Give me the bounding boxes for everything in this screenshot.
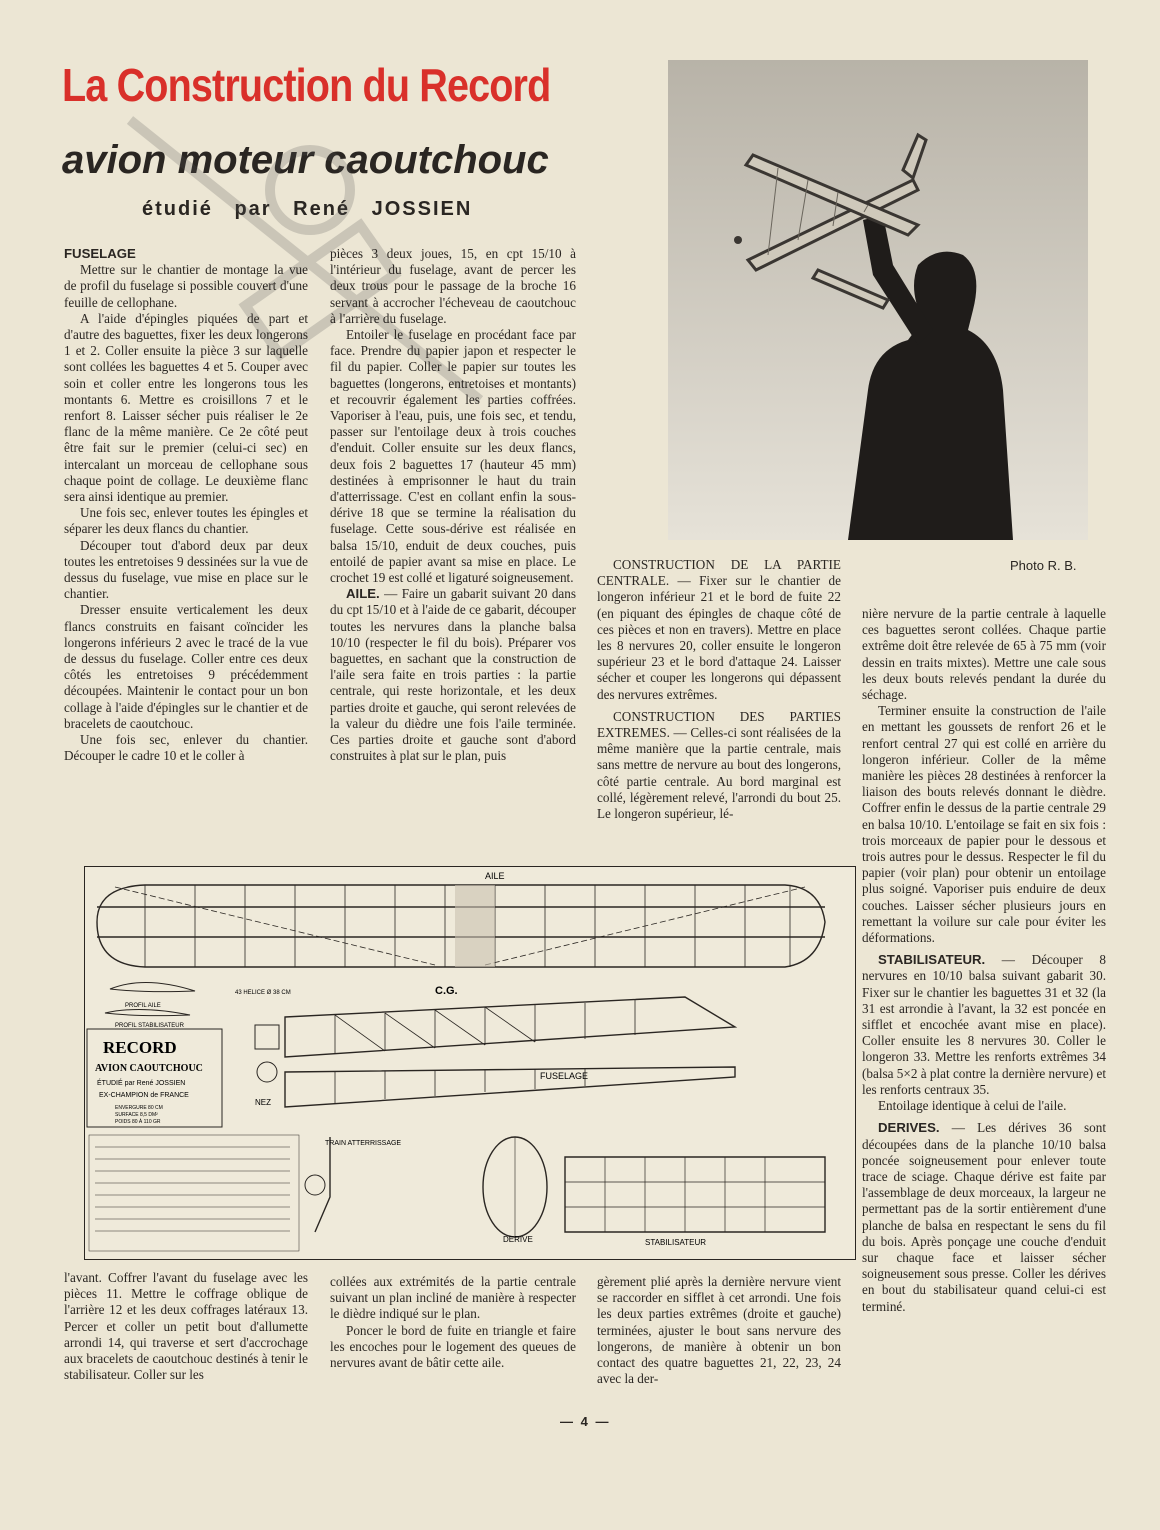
paragraph: Découper tout d'abord deux par deux toutes les entretoises 9 dessinées sur la vue de dessus du fuselage, vue mise en place sur le chantier. — [64, 537, 308, 602]
paragraph: CONSTRUCTION DE LA PARTIE CENTRALE. — Fixer sur le chantier de longeron inférieur 21 et le bord de fuite 22 (en piquant des épingles de chaque côté de ces pièces et non en travers). Mettre en place les 8 nervures 20, coller ensuite le longeron supérieur 23 et le bord d'attaque 24. Laisser sécher et couper les longerons qui dépassent des nervures extrêmes. — [597, 557, 841, 702]
construction-plan — [84, 866, 856, 1260]
plan-spec: ENVERGURE 80 CM — [115, 1105, 163, 1111]
paragraph: Terminer ensuite la construction de l'aile en mettant les goussets de renfort 26 et le renfort central 27 qui est collé en arrière du longeron inférieur. Coller de la même manière les pièces 28 destinées à renforcer la liaison des bouts relevés donnant le dièdre. Coffrer enfin le dessus de la partie centrale 29 en balsa 10/10. L'entoilage se fait en six fois : trois morceaux de papier pour le dessous et trois autres pour le dessus. Respecter le fil du papier (voir plan) pour obtenir un entoilage plus soigné. Vaporiser puis enduire de deux couches. Laisser sécher plusieurs jours en remettant la voilure sur cale pour éviter les déformations. — [862, 703, 1106, 946]
photo-caption: Photo R. B. — [1010, 558, 1077, 573]
plan-fuselage-top — [285, 1067, 735, 1107]
column-2 — [330, 246, 576, 765]
paragraph: nière nervure de la partie centrale à laquelle ces baguettes seront collées. Chaque partie extrême doit être relevée de 65 à 75 mm (voir dessin en traits mixtes). Mettre une cale sous les deux bouts relevés pendant la durée du séchage. — [862, 606, 1106, 703]
paragraph: Entoiler le fuselage en procédant face par face. Prendre du papier japon et respecter le fil du papier. Coller le papier sur toutes les baguettes (longerons, entretoises et montants) et recouvrir également les parties coffrées. Vaporiser à l'eau, puis, une fois sec, et tendu, passer sur l'entoilage deux à trois couches d'enduit. Coller ensuite sur les deux flancs, deux fois 2 baguettes 17 (hauteur 45 mm) destinées à emprisonner le haut du train d'atterrissage. C'est en collant enfin la sous-dérive 18 que se termine la réalisation du fuselage. Cette sous-dérive est réalisée en balsa 15/10, enduit de deux couches, puis entoilé de papier avant sa mise en place. Le crochet 19 est collé et ligaturé soigneusement. — [330, 327, 576, 586]
column-4 — [862, 606, 1106, 1315]
bottom-column-1 — [64, 1270, 308, 1383]
paragraph: pièces 3 deux joues, 15, en cpt 15/10 à l'intérieur du fuselage, avant de percer les deux trous pour le passage de la broche 16 servant à accrocher l'écheveau de caoutchouc à l'arrière du fuselage. — [330, 246, 576, 326]
paragraph: gèrement plié après la dernière nervure vient se raccorder en sifflet à cet arrondi. Une fois les deux parties extrêmes (droite et gauche) terminées, ajuster le bout sans nervure des longerons, de manière à obtenir un bon contact des quatre baguettes 21, 22, 23, 24 avec la der- — [597, 1274, 841, 1387]
plan-airfoil-wing — [110, 982, 195, 991]
article-title: La Construction du Record — [62, 59, 551, 111]
paragraph: Dresser ensuite verticalement les deux flancs construits en faisant coïncider les longerons inférieurs 2 avec le tracé de la vue de dessus du fuselage. Coller entre ces deux côtés les entretoises 9 précédemment découpées. Maintenir le contact pour un bon collage à l'aide d'épingles sur le chantier et de bracelets de caoutchouc. — [64, 602, 308, 731]
paragraph: Poncer le bord de fuite en triangle et faire les encoches pour le logement des queues de nervures avant de bâtir cette aile. — [330, 1322, 576, 1371]
photo-model-launch — [668, 60, 1088, 540]
plan-stabilizer — [565, 1157, 825, 1232]
plan-label-helice: 43 HELICE Ø 38 CM — [235, 990, 291, 996]
plan-label-train: TRAIN ATTERRISSAGE — [325, 1140, 402, 1147]
paragraph: collées aux extrémités de la partie centrale suivant un plan incliné de manière à respecter le dièdre indiqué sur le plan. — [330, 1274, 576, 1322]
paragraph: A l'aide d'épingles piquées de part et d'autre des baguettes, fixer les deux longerons 1 et 2. Coller ensuite la pièce 3 sur laquelle sont collées les baguettes 4 et 5. Couper avec soin et coller entre les longerons tous les montants 6. Mettre es croisillons 7 et le renfort 8. Laisser sécher puis réaliser le 2e flanc de la même manière. Ce 2e côté peut être fait sur le premier (celui-ci sec) en intercalant un morceau de cellophane sous chaque point de collage. Le deuxième flanc sera ainsi identique au premier. — [64, 310, 308, 505]
plan-fuselage-side — [285, 997, 735, 1057]
section-heading-fuselage: FUSELAGE — [64, 246, 136, 261]
paragraph: — Faire un gabarit suivant 20 dans du cpt 15/10 et à l'aide de ce gabarit, découper toutes les nervures dans la planche balsa 10/10 (respecter le fil du bois). Préparer vos baguettes, en sachant que la construction de l'aile sera faite en trois parties : la partie centrale, qui reste horizontale, et les deux parties droite et gauche, qui seront relevées de la valeur du dièdre une fois l'aile terminée. Ces parties droite et gauche sont d'abord construites à plat sur le plan, puis — [330, 586, 577, 764]
plan-label-aile: AILE — [485, 871, 505, 881]
page-number: — 4 — — [560, 1414, 611, 1429]
plan-spec: SURFACE 8,5 DM² — [115, 1112, 158, 1118]
article-subtitle: avion moteur caoutchouc — [62, 138, 549, 182]
plan-title-record: RECORD — [103, 1038, 177, 1057]
plan-label-profil-aile: PROFIL AILE — [125, 1003, 161, 1009]
paragraph: Une fois sec, enlever toutes les épingles et séparer les deux flancs du chantier. — [64, 505, 308, 537]
column-3 — [597, 557, 841, 822]
column-1 — [64, 246, 308, 765]
plan-wing-center-sheet — [455, 885, 495, 967]
paragraph: l'avant. Coffrer l'avant du fuselage avec les pièces 11. Mettre le coffrage oblique de l'arrière 12 et les deux coffrages latéraux 13. Percer et coller un petit bout d'allumette arrondi 14, qui traverse et sert d'accrochage aux bracelets de caoutchouc destinés à tenir le stabilisateur. Coller sur les — [64, 1270, 308, 1383]
plan-title-champion: EX-CHAMPION de FRANCE — [99, 1092, 189, 1099]
plan-label-cg: C.G. — [435, 985, 458, 997]
section-heading-derives: DERIVES. — [878, 1120, 940, 1136]
plan-landing-gear — [315, 1137, 330, 1232]
paragraph: CONSTRUCTION DES PARTIES EXTREMES. — Celles-ci sont réalisées de la même manière que la partie centrale, mais sans mettre de nervure au bout des longerons, côté partie centrale. Au bord marginal est collé, légèrement relevé, l'arrondi du bout 25. Le longeron supérieur, lé- — [597, 708, 841, 822]
article-byline: étudié par René JOSSIEN — [142, 198, 473, 220]
plan-nose-block — [255, 1025, 279, 1049]
plan-notes-table — [89, 1135, 299, 1251]
plan-label-fuselage: FUSELAGE — [540, 1071, 589, 1081]
bottom-column-3 — [597, 1274, 841, 1387]
plan-wheel — [305, 1175, 325, 1195]
section-heading-stabilisateur: STABILISATEUR. — [878, 952, 986, 968]
section-heading-aile: AILE. — [346, 586, 380, 602]
paragraph: Mettre sur le chantier de montage la vue de profil du fuselage si possible couvert d'une feuille de cellophane. — [64, 262, 308, 310]
plan-nose-bearing — [257, 1062, 277, 1082]
plan-label-stab: STABILISATEUR — [645, 1238, 707, 1247]
paragraph: — Découper 8 nervures en 10/10 balsa suivant gabarit 30. Fixer sur le chantier les baguettes 31 et 32 (la 31 est arrondie à l'avant, la 32 est poncée en sifflet et encochée avant mise en place). Coller ensuite les 8 nervures 30. Coller le longeron 33. Mettre les renforts extrêmes 34 (balsa 5×2 à plat contre la dernière nervure) et les renforts centraux 35. — [862, 952, 1106, 1097]
plan-airfoil-stab — [105, 1009, 190, 1015]
bottom-column-2 — [330, 1274, 576, 1371]
paragraph: — Les dérives 36 sont découpées dans de la planche 10/10 balsa poncée soigneusement pour enlever toute trace de sciage. Chaque dérive est faite par l'assemblage de deux morceaux, la largeur ne permettant pas de la sortir entièrement d'une planche de balsa en respectant le sens du fil du bois. Après ponçage une couche d'enduit sur chaque face et laisser sécher soigneusement sous presse. Coller les dérives en bout du stabilisateur quand celui-ci est terminé. — [862, 1120, 1107, 1314]
plan-label-profil-stab: PROFIL STABILISATEUR — [115, 1023, 184, 1029]
plan-label-derive: DERIVE — [503, 1235, 533, 1244]
plan-title-sub: AVION CAOUTCHOUC — [95, 1063, 203, 1074]
paragraph: Une fois sec, enlever du chantier. Découper le cadre 10 et le coller à — [64, 732, 308, 764]
plan-spec: POIDS 80 À 110 GR — [115, 1119, 161, 1125]
plan-label-nez: NEZ — [255, 1098, 271, 1107]
paragraph: Entoilage identique à celui de l'aile. — [878, 1098, 1067, 1114]
plan-title-author: ÉTUDIÉ par René JOSSIEN — [97, 1080, 186, 1087]
